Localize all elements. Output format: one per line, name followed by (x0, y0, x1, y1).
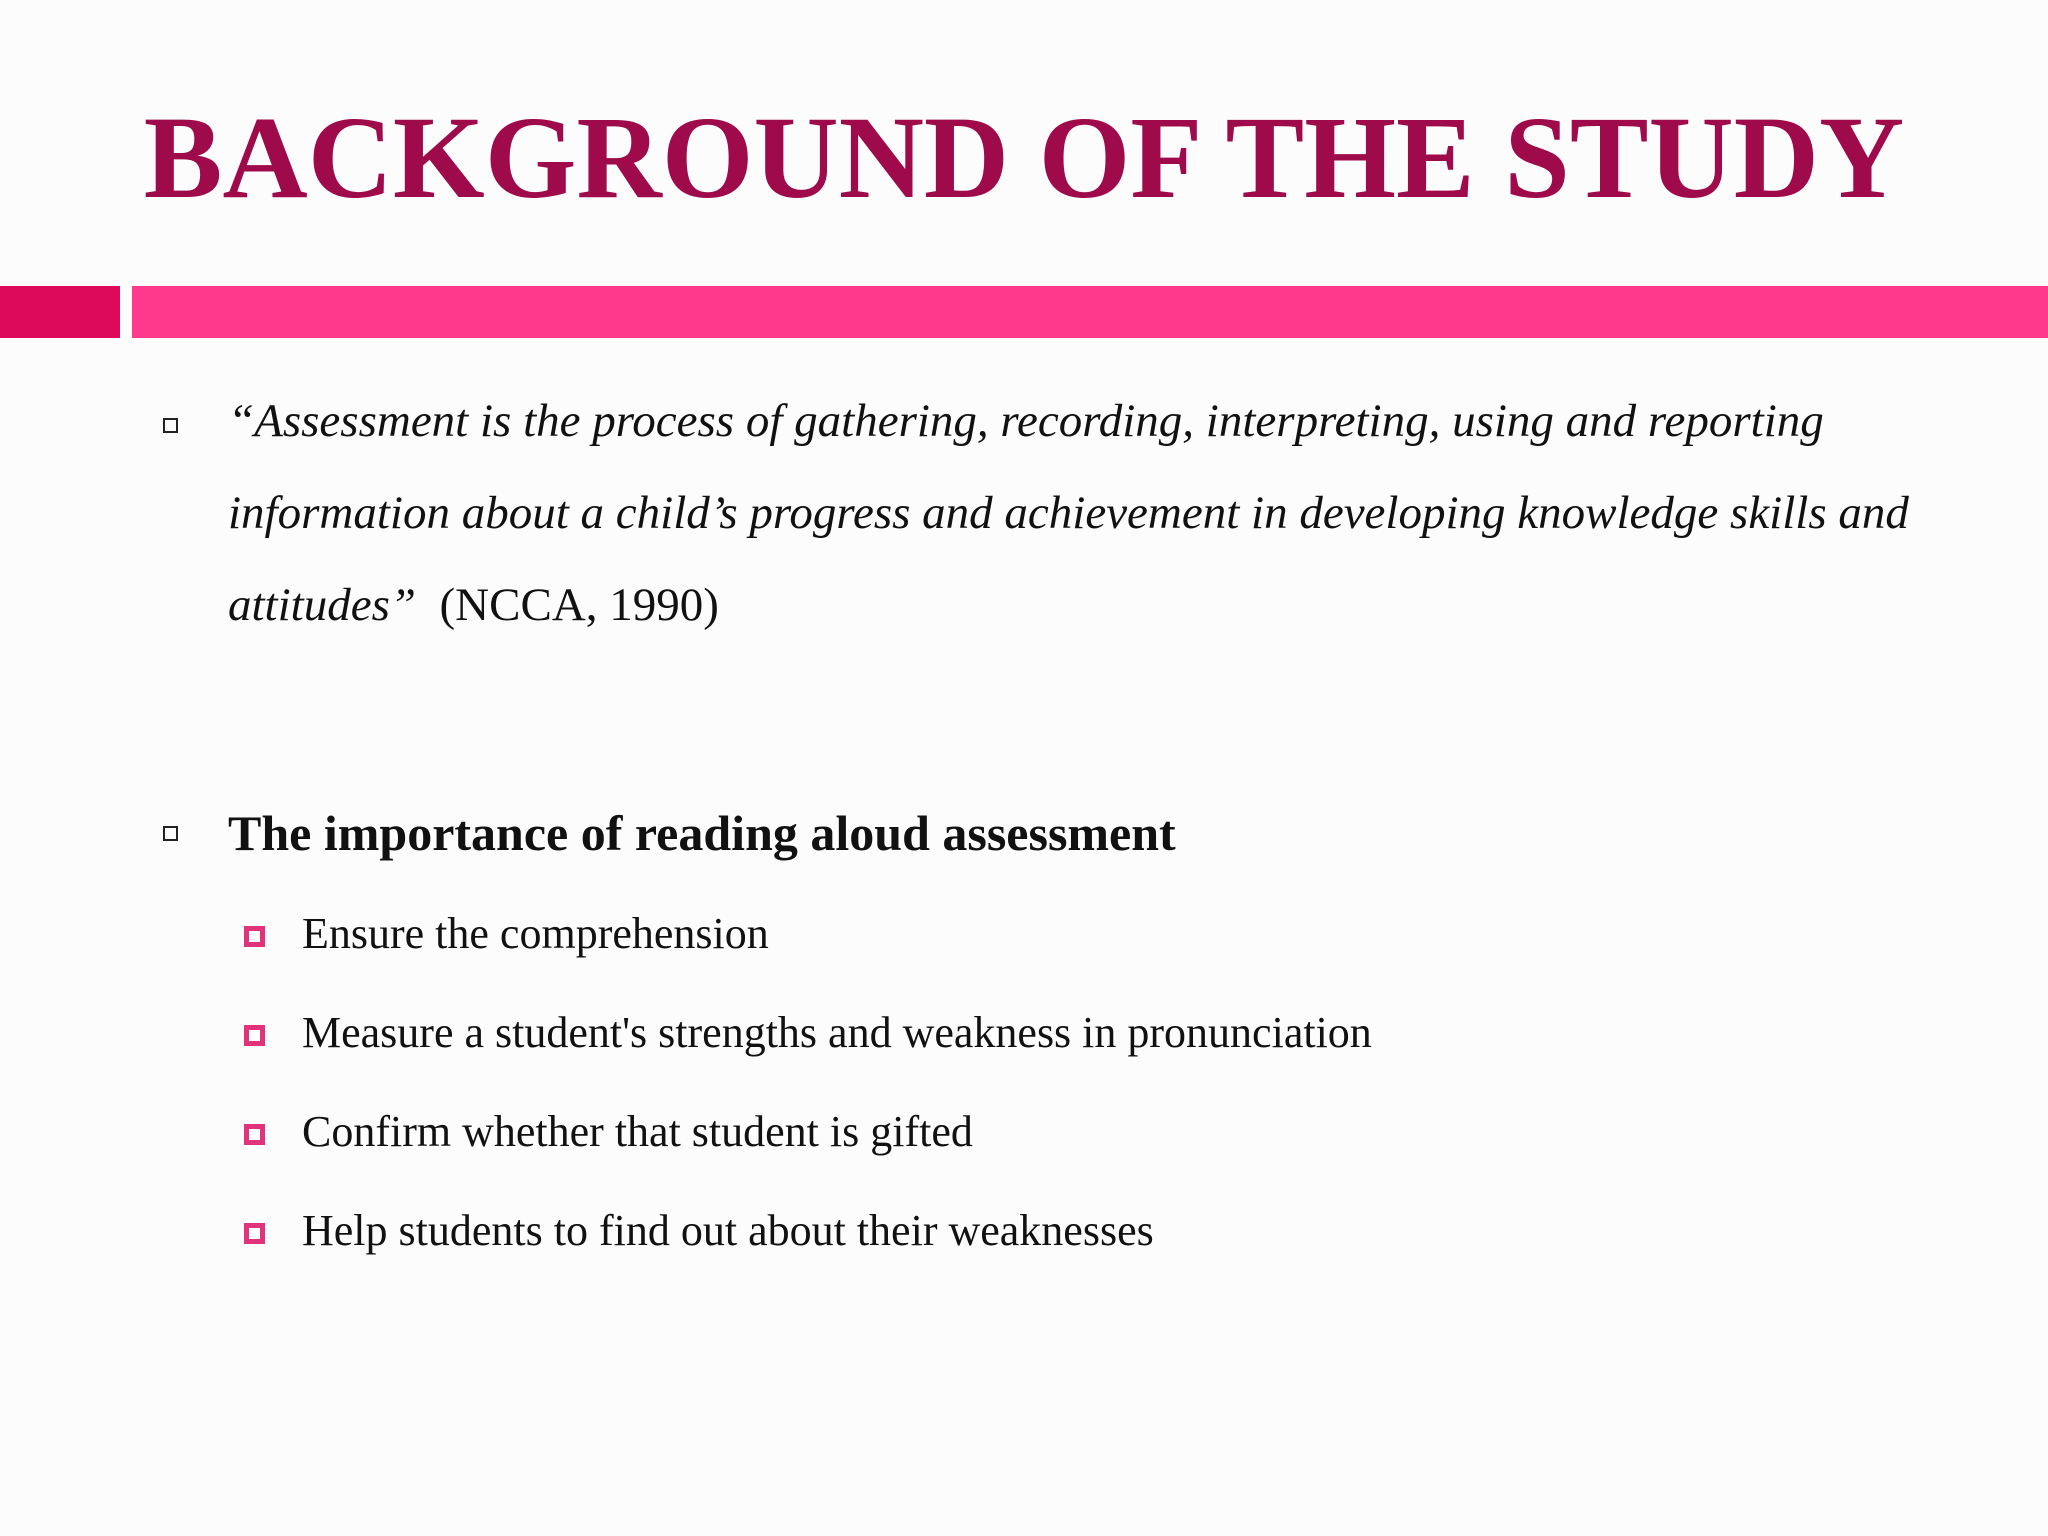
pink-square-bullet-icon (244, 1223, 265, 1244)
pink-square-bullet-icon (244, 926, 265, 947)
sub-item-confirm-gifted: Confirm whether that student is gifted (302, 1107, 973, 1156)
importance-heading: The importance of reading aloud assessment (228, 805, 1176, 861)
sub-item-help-weaknesses: Help students to find out about their weaknesses (302, 1206, 1154, 1255)
assessment-quote-text: “Assessment is the process of gathering, recording, interpreting, using and reporting information about a child’s progress and achievement in developing knowledge skills and attitudes” (228, 395, 1909, 631)
quote-citation: (NCCA, 1990) (439, 579, 719, 631)
assessment-quote-paragraph (228, 375, 1928, 651)
hollow-square-bullet-icon (163, 418, 178, 433)
title-divider-band-right (132, 286, 2048, 338)
slide-title: BACKGROUND OF THE STUDY (143, 92, 1905, 223)
pink-square-bullet-icon (244, 1124, 265, 1145)
sub-item-measure-strengths: Measure a student's strengths and weakness in pronunciation (302, 1008, 1372, 1057)
sub-item-ensure-comprehension: Ensure the comprehension (302, 909, 769, 958)
title-divider-band-left (0, 286, 120, 338)
pink-square-bullet-icon (244, 1025, 265, 1046)
hollow-square-bullet-icon (163, 826, 178, 841)
